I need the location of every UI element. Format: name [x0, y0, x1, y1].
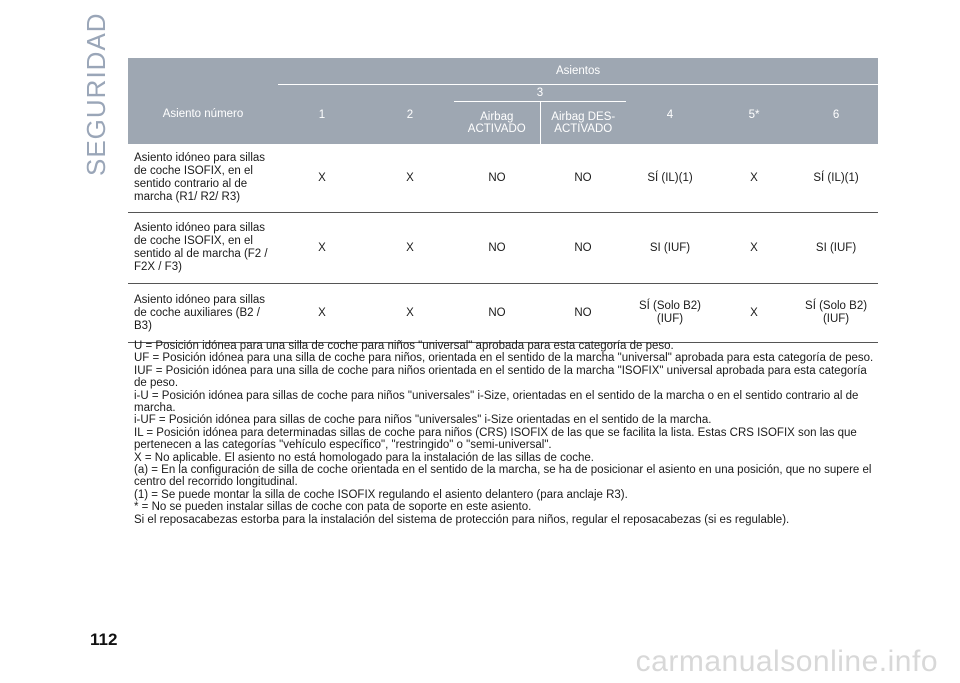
legend-notes	[134, 340, 882, 526]
table-row	[128, 284, 878, 343]
cell-col-5: X	[714, 284, 794, 343]
table-row	[128, 144, 878, 213]
row-label: Asiento idóneo para sillas de coche auxiliares (B2 / B3)	[128, 284, 278, 343]
note-line: IUF = Posición idónea para una silla de coche para niños orientada en el sentido de la marcha "ISOFIX" universal aprobada para esta categoría de peso.	[134, 364, 867, 390]
header-col-5: 5*	[714, 85, 794, 145]
row-label: Asiento idóneo para sillas de coche ISOFIX, en el sentido al de marcha (F2 / F2X / F3)	[128, 213, 278, 284]
cell-col-3-airbag-off: NO	[540, 284, 626, 343]
note-line: Si el reposacabezas estorba para la instalación del sistema de protección para niños, regular el reposacabezas (si es regulable).	[134, 513, 790, 526]
cell-col-6: SI (IUF)	[794, 213, 878, 284]
cell-col-4: SÍ (IL)(1)	[626, 144, 714, 213]
note-line: (1) = Se puede montar la silla de coche ISOFIX regulando el asiento delantero (para anclaje R3).	[134, 488, 628, 501]
header-seat-number: Asiento número	[128, 85, 278, 145]
cell-col-2: X	[366, 144, 454, 213]
cell-col-2: X	[366, 284, 454, 343]
header-airbag-off: Airbag DES-ACTIVADO	[540, 102, 626, 145]
row-label: Asiento idóneo para sillas de coche ISOFIX, en el sentido contrario al de marcha (R1/ R2/ R3)	[128, 144, 278, 213]
header-airbag-on: Airbag ACTIVADO	[454, 102, 540, 145]
header-col-4: 4	[626, 85, 714, 145]
page-number: 112	[90, 630, 118, 649]
cell-col-4: SI (IUF)	[626, 213, 714, 284]
cell-col-1: X	[278, 284, 366, 343]
cell-col-6: SÍ (IL)(1)	[794, 144, 878, 213]
section-title: SEGURIDAD	[81, 12, 111, 176]
note-line: i-UF = Posición idónea para sillas de coche para niños "universales" i-Size orientadas en el sentido de la marcha.	[134, 414, 712, 427]
header-col-3: 3	[454, 85, 626, 102]
note-line: UF = Posición idónea para una silla de coche para niños, orientada en el sentido de la marcha "universal" aprobada para esta categoría de peso.	[134, 352, 874, 365]
cell-col-6: SÍ (Solo B2) (IUF)	[794, 284, 878, 343]
note-line: (a) = En la configuración de silla de coche orientada en el sentido de la marcha, se ha de posicionar el asiento en una posición, que no supere el centro del recorrido longitudinal.	[134, 464, 872, 489]
header-col-6: 6	[794, 85, 878, 145]
header-col-1: 1	[278, 85, 366, 145]
header-col-2: 2	[366, 85, 454, 145]
cell-col-4: SÍ (Solo B2) (IUF)	[626, 284, 714, 343]
note-line: U = Posición idónea para una silla de coche para niños "universal" aprobada para esta categoría de peso.	[134, 340, 674, 352]
cell-col-3-airbag-on: NO	[454, 213, 540, 284]
cell-col-3-airbag-on: NO	[454, 284, 540, 343]
cell-col-1: X	[278, 213, 366, 284]
note-line: i-U = Posición idónea para sillas de coche para niños "universales" i-Size, orientadas en el sentido de la marcha o en el sentido contrario al de marcha.	[134, 389, 859, 415]
cell-col-2: X	[366, 213, 454, 284]
note-line: IL = Posición idónea para determinadas sillas de coche para niños (CRS) ISOFIX de las que se facilita la lista. Estas CRS ISOFIX son las que pertenecen a las categorías "vehículo específico", "restringido" o "semi-universal".	[134, 426, 857, 452]
note-line: X = No aplicable. El asiento no está homologado para la instalación de las sillas de coche.	[134, 451, 594, 464]
table-row	[128, 213, 878, 284]
header-seats-group: Asientos	[278, 58, 878, 85]
cell-col-5: X	[714, 144, 794, 213]
cell-col-3-airbag-on: NO	[454, 144, 540, 213]
cell-col-3-airbag-off: NO	[540, 213, 626, 284]
cell-col-1: X	[278, 144, 366, 213]
footer-watermark: carmanualsonline.info	[635, 645, 938, 678]
seat-compatibility-table	[128, 58, 878, 343]
cell-col-3-airbag-off: NO	[540, 144, 626, 213]
header-blank	[128, 58, 278, 85]
cell-col-5: X	[714, 213, 794, 284]
note-line: * = No se pueden instalar sillas de coche con pata de soporte en este asiento.	[134, 501, 532, 514]
